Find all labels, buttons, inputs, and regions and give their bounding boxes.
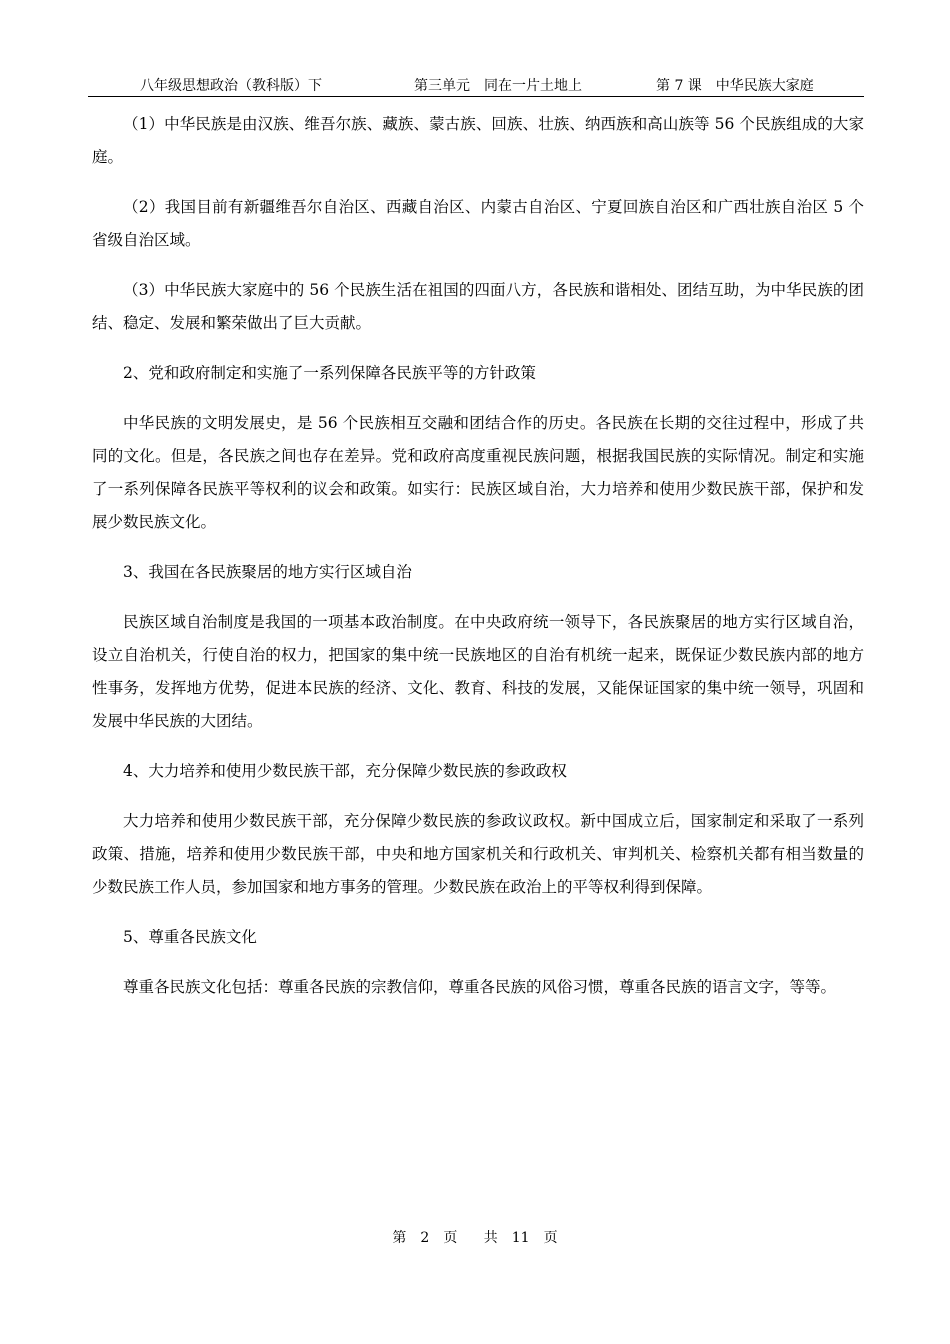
footer-total-label: 共 xyxy=(483,1230,498,1246)
footer-page-label: 第 xyxy=(392,1230,407,1246)
paragraph-harmony: （3）中华民族大家庭中的 56 个民族生活在祖国的四面八方，各民族和谐相处、团结互助，为中华民族的团结、稳定、发展和繁荣做出了巨大贡献。 xyxy=(92,281,864,332)
paragraph-ethnic-groups: （1）中华民族是由汉族、维吾尔族、藏族、蒙古族、回族、壮族、纳西族和高山族等 56 个民族组成的大家庭。 xyxy=(92,115,864,166)
section-heading-policies: 2、党和政府制定和实施了一系列保障各民族平等的方针政策 xyxy=(123,364,536,382)
paragraph-autonomous-regions: （2）我国目前有新疆维吾尔自治区、西藏自治区、内蒙古自治区、宁夏回族自治区和广西壮族自治区 5 个省级自治区域。 xyxy=(92,198,864,249)
paragraph-minority-cadres: 大力培养和使用少数民族干部，充分保障少数民族的参政议政权。新中国成立后，国家制定和采取了一系列政策、措施，培养和使用少数民族干部，中央和地方国家机关和行政机关、审判机关、检察机关都有相当数量的少数民族工作人员，参加国家和地方事务的管理。少数民族在政治上的平等权利得到保障。 xyxy=(92,812,864,896)
footer-page-number: 2 xyxy=(420,1230,430,1246)
section-heading-minority-cadres: 4、大力培养和使用少数民族干部，充分保障少数民族的参政政权 xyxy=(123,762,567,780)
paragraph-regional-autonomy: 民族区域自治制度是我国的一项基本政治制度。在中央政府统一领导下，各民族聚居的地方实行区域自治，设立自治机关，行使自治的权力，把国家的集中统一民族地区的自治有机统一起来，既保证少数民族内部的地方性事务，发挥地方优势，促进本民族的经济、文化、教育、科技的发展，又能保证国家的集中统一领导，巩固和发展中华民族的大团结。 xyxy=(92,613,864,730)
footer-total-unit: 页 xyxy=(543,1230,558,1246)
header-unit-title: 第三单元 同在一片土地上 xyxy=(414,78,582,94)
header-book-title: 八年级思想政治（教科版）下 xyxy=(140,78,322,94)
page-footer xyxy=(0,1228,950,1248)
header-lesson-title: 第 7 课 中华民族大家庭 xyxy=(656,78,814,94)
page-header xyxy=(88,74,864,97)
paragraph-respect-cultures: 尊重各民族文化包括：尊重各民族的宗教信仰，尊重各民族的风俗习惯，尊重各民族的语言文字，等等。 xyxy=(123,978,837,996)
paragraph-policies: 中华民族的文明发展史，是 56 个民族相互交融和团结合作的历史。各民族在长期的交往过程中，形成了共同的文化。但是，各民族之间也存在差异。党和政府高度重视民族问题，根据我国民族的实际情况。制定和实施了一系列保障各民族平等权利的议会和政策。如实行：民族区域自治，大力培养和使用少数民族干部，保护和发展少数民族文化。 xyxy=(92,414,864,531)
footer-total-number: 11 xyxy=(511,1230,530,1246)
section-heading-regional-autonomy: 3、我国在各民族聚居的地方实行区域自治 xyxy=(123,563,412,581)
footer-page-unit: 页 xyxy=(443,1230,458,1246)
section-heading-respect-cultures: 5、尊重各民族文化 xyxy=(123,928,257,946)
document-body xyxy=(92,108,864,1021)
